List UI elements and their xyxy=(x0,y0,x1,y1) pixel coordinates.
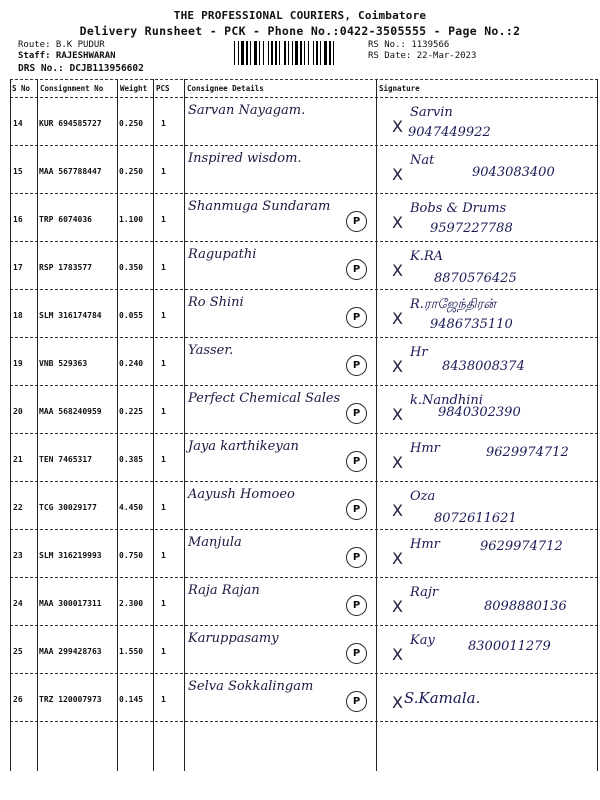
row-consignee: Jaya karthikeyan xyxy=(188,439,299,454)
rs-date: RS Date: 22-Mar-2023 xyxy=(368,51,477,61)
x-mark: X xyxy=(392,261,403,280)
row-consignment-no: VNB 529363 xyxy=(39,359,88,368)
table-row xyxy=(10,481,598,529)
x-mark: X xyxy=(392,117,403,136)
table-row xyxy=(10,193,598,241)
row-pcs: 1 xyxy=(161,551,166,560)
staff-label: Staff: RAJESHWARAN xyxy=(18,51,116,61)
signature-scribble: Oza xyxy=(410,489,436,504)
signature-scribble: Bobs & Drums xyxy=(410,201,507,216)
table-row xyxy=(10,625,598,673)
handwritten-phone: 9840302390 xyxy=(438,405,521,420)
row-consignment-no: MAA 568240959 xyxy=(39,407,102,416)
signature-scribble: K.RA xyxy=(410,249,444,264)
row-sno: 23 xyxy=(13,551,23,560)
row-consignee: Selva Sokkalingam xyxy=(188,679,314,694)
row-pcs: 1 xyxy=(161,167,166,176)
x-mark: X xyxy=(392,309,403,328)
col-header-sno: S No xyxy=(12,84,31,93)
row-sno: 22 xyxy=(13,503,23,512)
table-row xyxy=(10,289,598,337)
row-weight: 0.350 xyxy=(119,263,144,272)
handwritten-phone: 9047449922 xyxy=(408,125,491,140)
row-pcs: 1 xyxy=(161,119,166,128)
row-consignee: Aayush Homoeo xyxy=(188,487,295,502)
row-consignee: Manjula xyxy=(188,535,242,550)
handwritten-phone: 8870576425 xyxy=(434,271,517,286)
row-consignment-no: KUR 694585727 xyxy=(39,119,102,128)
x-mark: X xyxy=(392,405,403,424)
x-mark: X xyxy=(392,357,403,376)
signature-scribble: k.Nandhini xyxy=(410,393,483,408)
signature-scribble: Hr xyxy=(410,345,428,360)
row-sno: 14 xyxy=(13,119,23,128)
runsheet-title: Delivery Runsheet - PCK - Phone No.:0422-3505555 - Page No.:2 xyxy=(79,24,521,38)
row-pcs: 1 xyxy=(161,647,166,656)
col-header-consignee: Consignee Details xyxy=(187,84,264,93)
table-row xyxy=(10,97,598,145)
row-sno: 24 xyxy=(13,599,23,608)
row-consignment-no: MAA 299428763 xyxy=(39,647,102,656)
handwritten-phone: 8098880136 xyxy=(484,599,567,614)
x-mark: X xyxy=(392,549,403,568)
row-consignment-no: RSP 1783577 xyxy=(39,263,92,272)
handwritten-phone: 9597227788 xyxy=(430,221,513,236)
drs-number: DRS No.: DCJB113956602 xyxy=(18,63,144,74)
row-consignee: Perfect Chemical Sales xyxy=(188,391,341,406)
row-pcs: 1 xyxy=(161,455,166,464)
x-mark: X xyxy=(392,165,403,184)
x-mark: X xyxy=(392,597,403,616)
handwritten-phone: 8300011279 xyxy=(468,639,551,654)
row-consignment-no: SLM 316174784 xyxy=(39,311,102,320)
signature-scribble: Rajr xyxy=(410,585,439,600)
delivered-stamp: P xyxy=(346,595,367,616)
signature-scribble: S.Kamala. xyxy=(404,689,481,707)
runsheet-table xyxy=(10,79,598,771)
delivered-stamp: P xyxy=(346,451,367,472)
signature-scribble: Nat xyxy=(410,153,435,168)
col-header-weight: Weight xyxy=(120,84,148,93)
row-weight: 1.100 xyxy=(119,215,144,224)
delivered-stamp: P xyxy=(346,355,367,376)
handwritten-phone: 9629974712 xyxy=(486,445,569,460)
row-consignee: Sarvan Nayagam. xyxy=(188,103,306,118)
x-mark: X xyxy=(392,453,403,472)
delivered-stamp: P xyxy=(346,259,367,280)
row-consignee: Shanmuga Sundaram xyxy=(188,199,331,214)
row-sno: 16 xyxy=(13,215,23,224)
delivered-stamp: P xyxy=(346,643,367,664)
row-sno: 15 xyxy=(13,167,23,176)
table-row xyxy=(10,433,598,481)
signature-scribble: Sarvin xyxy=(410,105,453,120)
table-row xyxy=(10,241,598,289)
col-header-consignment: Consignment No xyxy=(40,84,104,93)
row-consignee: Karuppasamy xyxy=(188,631,279,646)
row-consignment-no: TRZ 120007973 xyxy=(39,695,102,704)
row-weight: 0.250 xyxy=(119,167,144,176)
row-sno: 19 xyxy=(13,359,23,368)
row-pcs: 1 xyxy=(161,695,166,704)
col-header-signature: Signature xyxy=(379,84,420,93)
handwritten-phone: 9486735110 xyxy=(430,317,513,332)
route-label: Route: B.K PUDUR xyxy=(18,40,105,50)
row-weight: 0.055 xyxy=(119,311,144,320)
table-row xyxy=(10,673,598,721)
handwritten-phone: 8438008374 xyxy=(442,359,525,374)
signature-scribble: R.ராஜேந்திரன் xyxy=(410,297,496,312)
table-row xyxy=(10,145,598,193)
handwritten-phone: 9629974712 xyxy=(480,539,563,554)
handwritten-phone: 9043083400 xyxy=(472,165,555,180)
row-sno: 21 xyxy=(13,455,23,464)
row-consignment-no: TRP 6074036 xyxy=(39,215,92,224)
table-row xyxy=(10,385,598,433)
x-mark: X xyxy=(392,501,403,520)
table-row xyxy=(10,529,598,577)
row-weight: 0.750 xyxy=(119,551,144,560)
row-pcs: 1 xyxy=(161,503,166,512)
col-header-pcs: PCS xyxy=(156,84,170,93)
row-consignment-no: MAA 567788447 xyxy=(39,167,102,176)
signature-scribble: Kay xyxy=(410,633,435,648)
row-weight: 0.240 xyxy=(119,359,144,368)
row-sno: 18 xyxy=(13,311,23,320)
x-mark: X xyxy=(392,213,403,232)
row-weight: 0.250 xyxy=(119,119,144,128)
rs-number: RS No.: 1139566 xyxy=(368,40,450,50)
row-consignee: Inspired wisdom. xyxy=(188,151,302,166)
row-consignee: Ragupathi xyxy=(188,247,257,262)
delivered-stamp: P xyxy=(346,211,367,232)
x-mark: X xyxy=(392,693,403,712)
row-sno: 17 xyxy=(13,263,23,272)
delivered-stamp: P xyxy=(346,691,367,712)
table-row xyxy=(10,577,598,625)
x-mark: X xyxy=(392,645,403,664)
delivered-stamp: P xyxy=(346,307,367,328)
row-pcs: 1 xyxy=(161,407,166,416)
row-consignment-no: TCG 30029177 xyxy=(39,503,97,512)
delivered-stamp: P xyxy=(346,547,367,568)
row-weight: 0.385 xyxy=(119,455,144,464)
row-pcs: 1 xyxy=(161,311,166,320)
delivered-stamp: P xyxy=(346,403,367,424)
row-consignee: Ro Shini xyxy=(188,295,244,310)
signature-scribble: Hmr xyxy=(410,537,440,552)
row-weight: 0.145 xyxy=(119,695,144,704)
row-weight: 1.550 xyxy=(119,647,144,656)
row-pcs: 1 xyxy=(161,599,166,608)
row-consignment-no: MAA 300017311 xyxy=(39,599,102,608)
delivered-stamp: P xyxy=(346,499,367,520)
handwritten-phone: 8072611621 xyxy=(434,511,517,526)
signature-scribble: Hmr xyxy=(410,441,440,456)
table-row xyxy=(10,337,598,385)
row-pcs: 1 xyxy=(161,359,166,368)
row-consignee: Raja Rajan xyxy=(188,583,260,598)
row-sno: 25 xyxy=(13,647,23,656)
row-weight: 2.300 xyxy=(119,599,144,608)
company-name: THE PROFESSIONAL COURIERS, Coimbatore xyxy=(173,9,427,22)
row-pcs: 1 xyxy=(161,263,166,272)
row-consignment-no: SLM 316219993 xyxy=(39,551,102,560)
row-sno: 26 xyxy=(13,695,23,704)
row-weight: 0.225 xyxy=(119,407,144,416)
row-pcs: 1 xyxy=(161,215,166,224)
row-sno: 20 xyxy=(13,407,23,416)
row-weight: 4.450 xyxy=(119,503,144,512)
barcode xyxy=(234,41,359,65)
row-consignment-no: TEN 7465317 xyxy=(39,455,92,464)
row-consignee: Yasser. xyxy=(188,343,234,358)
